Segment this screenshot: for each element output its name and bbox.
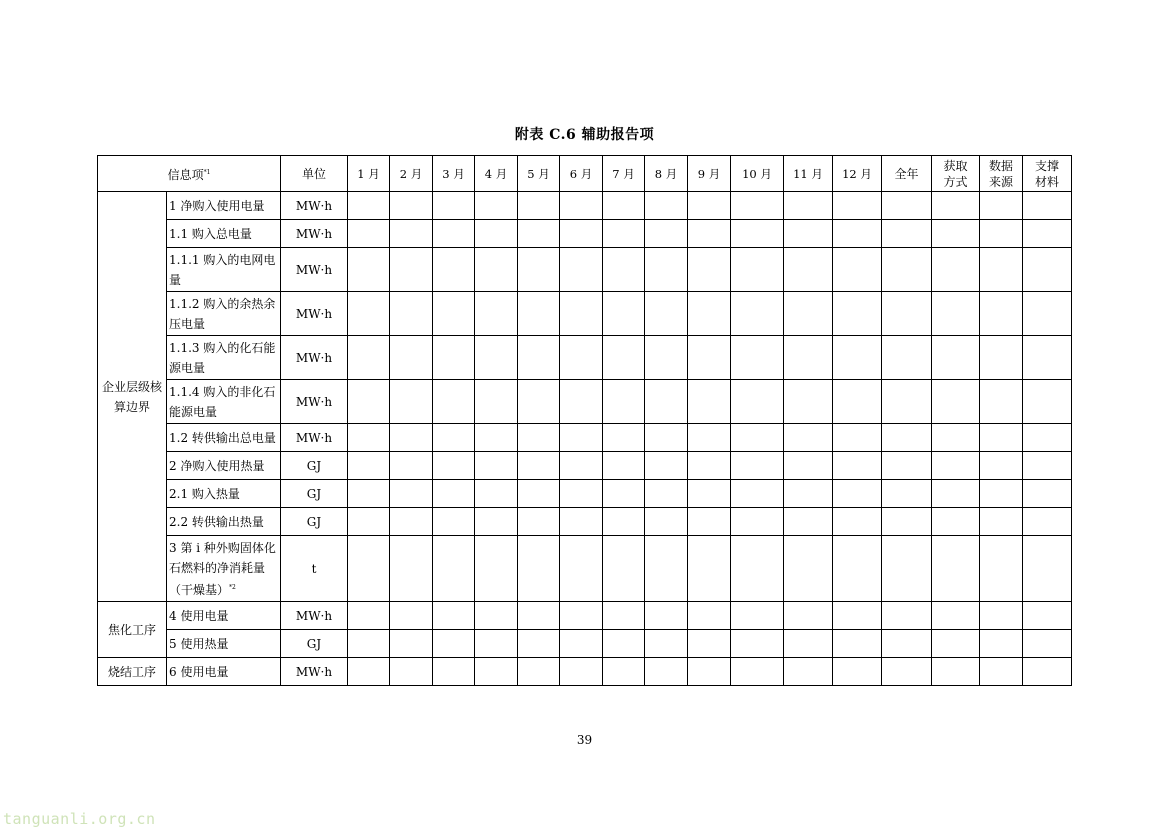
value-cell[interactable] xyxy=(603,452,645,480)
value-cell[interactable] xyxy=(475,480,518,508)
value-cell[interactable] xyxy=(645,602,688,630)
watermark: tanguanli.org.cn xyxy=(3,810,156,828)
value-cell[interactable] xyxy=(731,630,784,658)
value-cell[interactable] xyxy=(688,480,731,508)
header-month-10: 10 月 xyxy=(731,156,784,192)
value-cell[interactable] xyxy=(390,452,433,480)
value-cell[interactable] xyxy=(645,480,688,508)
value-cell[interactable] xyxy=(560,536,603,602)
value-cell[interactable] xyxy=(980,536,1023,602)
value-cell[interactable] xyxy=(560,508,603,536)
value-cell[interactable] xyxy=(475,248,518,292)
value-cell[interactable] xyxy=(784,536,833,602)
value-cell[interactable] xyxy=(882,424,932,452)
value-cell[interactable] xyxy=(348,658,390,686)
unit-cell: GJ xyxy=(281,452,348,480)
value-cell[interactable] xyxy=(688,630,731,658)
value-cell[interactable] xyxy=(980,248,1023,292)
info-item-cell: 2 净购入使用热量 xyxy=(167,452,281,480)
value-cell[interactable] xyxy=(980,480,1023,508)
value-cell[interactable] xyxy=(833,248,882,292)
value-cell[interactable] xyxy=(475,508,518,536)
value-cell[interactable] xyxy=(882,508,932,536)
value-cell[interactable] xyxy=(932,380,980,424)
value-cell[interactable] xyxy=(518,602,560,630)
value-cell[interactable] xyxy=(390,630,433,658)
value-cell[interactable] xyxy=(731,192,784,220)
auxiliary-report-table xyxy=(97,155,1072,686)
value-cell[interactable] xyxy=(603,630,645,658)
value-cell[interactable] xyxy=(348,220,390,248)
value-cell[interactable] xyxy=(784,424,833,452)
value-cell[interactable] xyxy=(980,452,1023,480)
value-cell[interactable] xyxy=(603,336,645,380)
info-item-cell: 1.1.3 购入的化石能 源电量 xyxy=(167,336,281,380)
value-cell[interactable] xyxy=(1023,336,1072,380)
value-cell[interactable] xyxy=(784,292,833,336)
value-cell[interactable] xyxy=(1023,380,1072,424)
header-info-item: 信息项$^{*1}$ xyxy=(98,156,281,192)
table-row xyxy=(98,220,1072,248)
value-cell[interactable] xyxy=(882,658,932,686)
header-row xyxy=(98,156,1072,192)
value-cell[interactable] xyxy=(932,452,980,480)
value-cell[interactable] xyxy=(932,336,980,380)
value-cell[interactable] xyxy=(784,336,833,380)
unit-cell: MW·h xyxy=(281,424,348,452)
value-cell[interactable] xyxy=(833,452,882,480)
info-item-cell: 1.2 转供输出总电量 xyxy=(167,424,281,452)
unit-cell: MW·h xyxy=(281,602,348,630)
value-cell[interactable] xyxy=(348,536,390,602)
value-cell[interactable] xyxy=(390,248,433,292)
value-cell[interactable] xyxy=(390,658,433,686)
unit-cell: MW·h xyxy=(281,292,348,336)
value-cell[interactable] xyxy=(882,602,932,630)
value-cell[interactable] xyxy=(980,508,1023,536)
info-item-cell: 1.1 购入总电量 xyxy=(167,220,281,248)
header-month-8: 8 月 xyxy=(645,156,688,192)
value-cell[interactable] xyxy=(784,452,833,480)
value-cell[interactable] xyxy=(518,220,560,248)
value-cell[interactable] xyxy=(560,658,603,686)
value-cell[interactable] xyxy=(433,602,475,630)
value-cell[interactable] xyxy=(518,380,560,424)
value-cell[interactable] xyxy=(560,192,603,220)
value-cell[interactable] xyxy=(560,630,603,658)
header-month-1: 1 月 xyxy=(348,156,390,192)
header-month-5: 5 月 xyxy=(518,156,560,192)
value-cell[interactable] xyxy=(731,480,784,508)
value-cell[interactable] xyxy=(1023,248,1072,292)
value-cell[interactable] xyxy=(603,424,645,452)
value-cell[interactable] xyxy=(518,336,560,380)
value-cell[interactable] xyxy=(932,508,980,536)
unit-cell: GJ xyxy=(281,508,348,536)
header-unit: 单位 xyxy=(281,156,348,192)
value-cell[interactable] xyxy=(390,480,433,508)
value-cell[interactable] xyxy=(475,292,518,336)
table-row xyxy=(98,248,1072,292)
value-cell[interactable] xyxy=(1023,192,1072,220)
value-cell[interactable] xyxy=(475,658,518,686)
value-cell[interactable] xyxy=(518,480,560,508)
value-cell[interactable] xyxy=(688,192,731,220)
value-cell[interactable] xyxy=(518,292,560,336)
table-row xyxy=(98,380,1072,424)
value-cell[interactable] xyxy=(1023,480,1072,508)
value-cell[interactable] xyxy=(833,480,882,508)
header-month-2: 2 月 xyxy=(390,156,433,192)
value-cell[interactable] xyxy=(882,248,932,292)
value-cell[interactable] xyxy=(433,630,475,658)
unit-cell: MW·h xyxy=(281,658,348,686)
value-cell[interactable] xyxy=(433,508,475,536)
value-cell[interactable] xyxy=(603,292,645,336)
value-cell[interactable] xyxy=(518,248,560,292)
value-cell[interactable] xyxy=(731,536,784,602)
value-cell[interactable] xyxy=(560,480,603,508)
value-cell[interactable] xyxy=(475,336,518,380)
value-cell[interactable] xyxy=(603,602,645,630)
header-month-6: 6 月 xyxy=(560,156,603,192)
value-cell[interactable] xyxy=(980,192,1023,220)
value-cell[interactable] xyxy=(518,192,560,220)
value-cell[interactable] xyxy=(688,380,731,424)
value-cell[interactable] xyxy=(390,192,433,220)
value-cell[interactable] xyxy=(348,292,390,336)
value-cell[interactable] xyxy=(1023,602,1072,630)
value-cell[interactable] xyxy=(390,336,433,380)
value-cell[interactable] xyxy=(645,452,688,480)
value-cell[interactable] xyxy=(645,220,688,248)
table-row xyxy=(98,602,1072,630)
value-cell[interactable] xyxy=(833,380,882,424)
table-title: 附表 C.6 辅助报告项 xyxy=(514,127,655,143)
value-cell[interactable] xyxy=(348,452,390,480)
value-cell[interactable] xyxy=(1023,658,1072,686)
value-cell[interactable] xyxy=(433,424,475,452)
header-full-year: 全年 xyxy=(882,156,932,192)
table-row xyxy=(98,424,1072,452)
value-cell[interactable] xyxy=(784,192,833,220)
value-cell[interactable] xyxy=(348,602,390,630)
value-cell[interactable] xyxy=(980,630,1023,658)
value-cell[interactable] xyxy=(882,630,932,658)
value-cell[interactable] xyxy=(433,452,475,480)
value-cell[interactable] xyxy=(882,452,932,480)
value-cell[interactable] xyxy=(560,248,603,292)
page-number: 39 xyxy=(576,733,593,747)
value-cell[interactable] xyxy=(390,536,433,602)
value-cell[interactable] xyxy=(475,380,518,424)
unit-cell: GJ xyxy=(281,480,348,508)
value-cell[interactable] xyxy=(882,380,932,424)
value-cell[interactable] xyxy=(731,452,784,480)
value-cell[interactable] xyxy=(932,292,980,336)
table-row xyxy=(98,480,1072,508)
value-cell[interactable] xyxy=(645,192,688,220)
group-enterprise-boundary: 企业层级核 算边界 xyxy=(98,192,167,602)
value-cell[interactable] xyxy=(784,380,833,424)
value-cell[interactable] xyxy=(784,658,833,686)
value-cell[interactable] xyxy=(980,220,1023,248)
value-cell[interactable] xyxy=(603,480,645,508)
value-cell[interactable] xyxy=(731,602,784,630)
value-cell[interactable] xyxy=(518,508,560,536)
value-cell[interactable] xyxy=(645,380,688,424)
value-cell[interactable] xyxy=(932,248,980,292)
value-cell[interactable] xyxy=(390,380,433,424)
value-cell[interactable] xyxy=(784,602,833,630)
value-cell[interactable] xyxy=(932,424,980,452)
value-cell[interactable] xyxy=(433,220,475,248)
value-cell[interactable] xyxy=(348,480,390,508)
value-cell[interactable] xyxy=(980,658,1023,686)
table-row xyxy=(98,336,1072,380)
value-cell[interactable] xyxy=(433,536,475,602)
value-cell[interactable] xyxy=(433,480,475,508)
unit-cell: MW·h xyxy=(281,192,348,220)
value-cell[interactable] xyxy=(688,248,731,292)
value-cell[interactable] xyxy=(1023,536,1072,602)
value-cell[interactable] xyxy=(784,508,833,536)
header-month-11: 11 月 xyxy=(784,156,833,192)
value-cell[interactable] xyxy=(882,192,932,220)
value-cell[interactable] xyxy=(882,220,932,248)
value-cell[interactable] xyxy=(833,536,882,602)
value-cell[interactable] xyxy=(731,424,784,452)
group-sintering-process: 烧结工序 xyxy=(98,658,167,686)
info-item-cell: 4 使用电量 xyxy=(167,602,281,630)
value-cell[interactable] xyxy=(882,292,932,336)
value-cell[interactable] xyxy=(348,424,390,452)
value-cell[interactable] xyxy=(645,336,688,380)
value-cell[interactable] xyxy=(518,452,560,480)
value-cell[interactable] xyxy=(688,536,731,602)
value-cell[interactable] xyxy=(688,452,731,480)
value-cell[interactable] xyxy=(932,658,980,686)
value-cell[interactable] xyxy=(980,424,1023,452)
value-cell[interactable] xyxy=(1023,292,1072,336)
value-cell[interactable] xyxy=(603,220,645,248)
value-cell[interactable] xyxy=(833,602,882,630)
value-cell[interactable] xyxy=(731,336,784,380)
unit-cell: MW·h xyxy=(281,248,348,292)
info-item-cell: 6 使用电量 xyxy=(167,658,281,686)
value-cell[interactable] xyxy=(833,192,882,220)
value-cell[interactable] xyxy=(433,336,475,380)
value-cell[interactable] xyxy=(433,192,475,220)
info-item-cell: 2.1 购入热量 xyxy=(167,480,281,508)
value-cell[interactable] xyxy=(645,424,688,452)
value-cell[interactable] xyxy=(390,424,433,452)
value-cell[interactable] xyxy=(980,602,1023,630)
value-cell[interactable] xyxy=(688,292,731,336)
value-cell[interactable] xyxy=(980,292,1023,336)
unit-cell: GJ xyxy=(281,630,348,658)
value-cell[interactable] xyxy=(645,658,688,686)
value-cell[interactable] xyxy=(390,220,433,248)
value-cell[interactable] xyxy=(932,192,980,220)
value-cell[interactable] xyxy=(603,658,645,686)
value-cell[interactable] xyxy=(518,658,560,686)
info-item-cell: 5 使用热量 xyxy=(167,630,281,658)
value-cell[interactable] xyxy=(603,248,645,292)
value-cell[interactable] xyxy=(433,248,475,292)
value-cell[interactable] xyxy=(390,508,433,536)
unit-cell: MW·h xyxy=(281,380,348,424)
value-cell[interactable] xyxy=(560,424,603,452)
value-cell[interactable] xyxy=(603,192,645,220)
value-cell[interactable] xyxy=(784,248,833,292)
value-cell[interactable] xyxy=(731,658,784,686)
value-cell[interactable] xyxy=(731,508,784,536)
value-cell[interactable] xyxy=(475,192,518,220)
header-month-12: 12 月 xyxy=(833,156,882,192)
value-cell[interactable] xyxy=(731,220,784,248)
group-coking-process: 焦化工序 xyxy=(98,602,167,658)
value-cell[interactable] xyxy=(348,248,390,292)
unit-cell: MW·h xyxy=(281,336,348,380)
table-row xyxy=(98,658,1072,686)
value-cell[interactable] xyxy=(784,220,833,248)
value-cell[interactable] xyxy=(348,508,390,536)
value-cell[interactable] xyxy=(980,380,1023,424)
value-cell[interactable] xyxy=(560,336,603,380)
value-cell[interactable] xyxy=(645,248,688,292)
value-cell[interactable] xyxy=(603,508,645,536)
table-row xyxy=(98,452,1072,480)
value-cell[interactable] xyxy=(518,630,560,658)
unit-cell: MW·h xyxy=(281,220,348,248)
value-cell[interactable] xyxy=(475,424,518,452)
value-cell[interactable] xyxy=(433,658,475,686)
value-cell[interactable] xyxy=(1023,424,1072,452)
value-cell[interactable] xyxy=(731,292,784,336)
header-source: 数据 来源 xyxy=(980,156,1023,192)
value-cell[interactable] xyxy=(645,292,688,336)
header-month-7: 7 月 xyxy=(603,156,645,192)
value-cell[interactable] xyxy=(932,536,980,602)
value-cell[interactable] xyxy=(560,380,603,424)
value-cell[interactable] xyxy=(348,192,390,220)
value-cell[interactable] xyxy=(475,602,518,630)
unit-cell: t xyxy=(281,536,348,602)
info-item-cell: 1.1.2 购入的余热余 压电量 xyxy=(167,292,281,336)
value-cell[interactable] xyxy=(348,336,390,380)
value-cell[interactable] xyxy=(390,602,433,630)
table-row xyxy=(98,536,1072,602)
info-item-cell: 3 第 i 种外购固体化 石燃料的净消耗量 （干燥基）$^{*2}$ xyxy=(167,536,281,602)
value-cell[interactable] xyxy=(645,536,688,602)
value-cell[interactable] xyxy=(882,536,932,602)
value-cell[interactable] xyxy=(645,630,688,658)
value-cell[interactable] xyxy=(688,336,731,380)
info-item-cell: 2.2 转供输出热量 xyxy=(167,508,281,536)
value-cell[interactable] xyxy=(475,452,518,480)
value-cell[interactable] xyxy=(475,536,518,602)
value-cell[interactable] xyxy=(560,292,603,336)
value-cell[interactable] xyxy=(560,220,603,248)
value-cell[interactable] xyxy=(475,220,518,248)
value-cell[interactable] xyxy=(731,380,784,424)
value-cell[interactable] xyxy=(882,336,932,380)
value-cell[interactable] xyxy=(1023,220,1072,248)
value-cell[interactable] xyxy=(833,630,882,658)
value-cell[interactable] xyxy=(1023,508,1072,536)
value-cell[interactable] xyxy=(688,220,731,248)
value-cell[interactable] xyxy=(603,536,645,602)
header-month-4: 4 月 xyxy=(475,156,518,192)
table-row xyxy=(98,192,1072,220)
table-row xyxy=(98,508,1072,536)
value-cell[interactable] xyxy=(833,292,882,336)
value-cell[interactable] xyxy=(932,220,980,248)
value-cell[interactable] xyxy=(688,658,731,686)
value-cell[interactable] xyxy=(433,292,475,336)
value-cell[interactable] xyxy=(348,380,390,424)
value-cell[interactable] xyxy=(980,336,1023,380)
value-cell[interactable] xyxy=(688,424,731,452)
value-cell[interactable] xyxy=(882,480,932,508)
value-cell[interactable] xyxy=(833,424,882,452)
value-cell[interactable] xyxy=(518,424,560,452)
value-cell[interactable] xyxy=(390,292,433,336)
header-support: 支撑 材料 xyxy=(1023,156,1072,192)
value-cell[interactable] xyxy=(560,452,603,480)
value-cell[interactable] xyxy=(475,630,518,658)
value-cell[interactable] xyxy=(784,480,833,508)
value-cell[interactable] xyxy=(1023,630,1072,658)
value-cell[interactable] xyxy=(833,220,882,248)
value-cell[interactable] xyxy=(932,602,980,630)
value-cell[interactable] xyxy=(784,630,833,658)
header-month-3: 3 月 xyxy=(433,156,475,192)
value-cell[interactable] xyxy=(603,380,645,424)
value-cell[interactable] xyxy=(932,480,980,508)
value-cell[interactable] xyxy=(433,380,475,424)
value-cell[interactable] xyxy=(1023,452,1072,480)
table-row xyxy=(98,630,1072,658)
value-cell[interactable] xyxy=(932,630,980,658)
table-row xyxy=(98,292,1072,336)
value-cell[interactable] xyxy=(833,508,882,536)
info-item-cell: 1.1.1 购入的电网电 量 xyxy=(167,248,281,292)
value-cell[interactable] xyxy=(348,630,390,658)
value-cell[interactable] xyxy=(560,602,603,630)
value-cell[interactable] xyxy=(731,248,784,292)
value-cell[interactable] xyxy=(833,658,882,686)
value-cell[interactable] xyxy=(645,508,688,536)
value-cell[interactable] xyxy=(688,508,731,536)
value-cell[interactable] xyxy=(518,536,560,602)
value-cell[interactable] xyxy=(688,602,731,630)
header-method: 获取 方式 xyxy=(932,156,980,192)
info-item-cell: 1 净购入使用电量 xyxy=(167,192,281,220)
value-cell[interactable] xyxy=(833,336,882,380)
header-month-9: 9 月 xyxy=(688,156,731,192)
info-item-cell: 1.1.4 购入的非化石 能源电量 xyxy=(167,380,281,424)
